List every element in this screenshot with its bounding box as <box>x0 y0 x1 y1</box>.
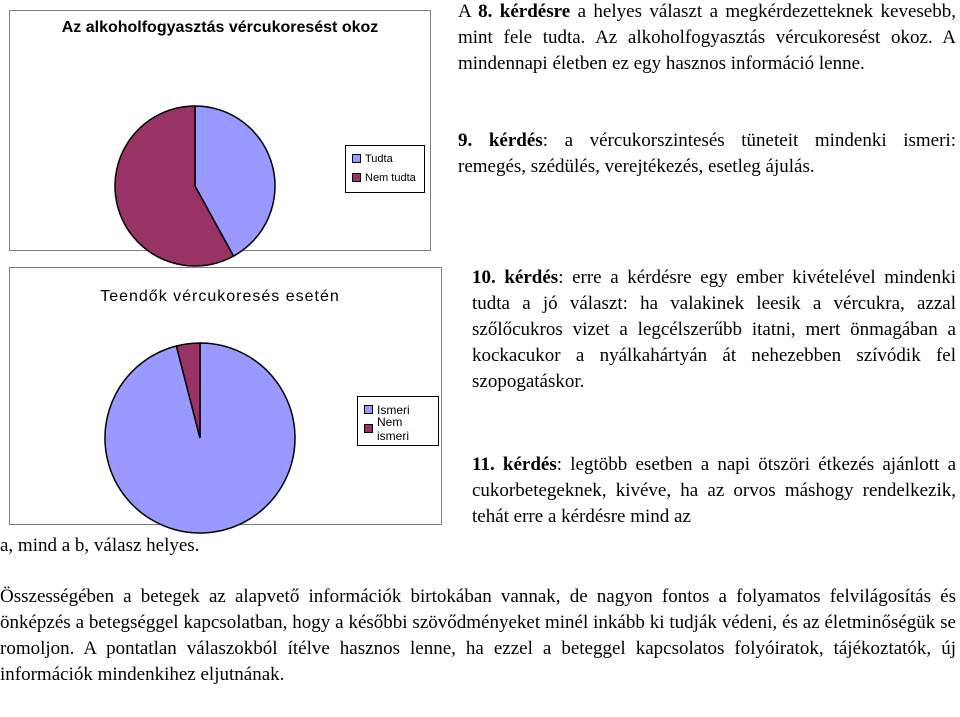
question-label: 8. kérdésre <box>478 1 571 22</box>
paragraph-q9 <box>458 128 956 180</box>
paragraph-q10 <box>472 265 956 395</box>
legend-swatch <box>364 424 373 433</box>
legend-item <box>352 168 418 187</box>
chart-title: Teendők vércukoresés esetén <box>100 288 340 305</box>
question-label: 9. kérdés <box>458 130 543 151</box>
pie-chart <box>105 343 295 533</box>
chart-title: Az alkoholfogyasztás vércukoresést okoz <box>61 19 379 36</box>
chart-hypoglycemia-actions <box>9 267 442 525</box>
legend-item <box>364 414 432 443</box>
question-label: 11. kérdés <box>472 454 557 475</box>
legend-item <box>352 149 418 168</box>
text-fragment: a, mind a b, válasz helyes. <box>0 535 200 556</box>
text: : legtöbb esetben a napi ötszöri étkezés ajánlott a cukorbetegeknek, kivéve, ha az orvos máshogy rendelkezik, tehát erre a kérdésre mind az <box>472 454 957 527</box>
legend-label: Nem ismeri <box>377 414 409 443</box>
text: A <box>458 1 479 22</box>
chart-legend <box>357 396 439 446</box>
paragraph-summary: Összességében a betegek az alapvető információk birtokában vannak, de nagyon fontos a folyamatos felvilágosítás és önképzés a betegséggel kapcsolatban, hogy a későbbi szövődményeket minél inkább ki tudják védeni, és az életminőségük se romoljon. A pontatlan válaszokból ítélve hasznos lenne, ha ezzel a beteggel kapcsolatos folyóiratok, tájékoztatók, új információk mindenkihez eljutnának. <box>0 586 956 685</box>
question-label: 10. kérdés <box>472 267 559 288</box>
chart-legend <box>345 145 425 193</box>
legend-label: Ismeri <box>377 402 410 417</box>
pie-chart <box>115 106 275 266</box>
paragraph-q8 <box>458 0 956 77</box>
legend-swatch <box>352 154 361 163</box>
legend-label: Nem tudta <box>365 171 416 184</box>
legend-swatch <box>352 173 361 182</box>
chart-alcohol <box>9 10 431 251</box>
legend-swatch <box>364 405 373 414</box>
paragraph-q11 <box>472 452 956 530</box>
text: : a vércukorszintesés tüneteit mindenki ismeri: remegés, szédülés, verejtékezés, esetleg ájulás. <box>458 130 957 177</box>
text: a helyes választ a megkérdezetteknek kevesebb, mint fele tudta. Az alkoholfogyasztás vércukoresést okoz. A mindennapi életben ez egy hasznos információ lenne. <box>458 1 956 74</box>
text: : erre a kérdésre egy ember kivételével mindenki tudta a jó választ: ha valakinek leesik a vércukra, azzal szőlőcukros vizet a legcélszerűbb itatni, mert önmagában a kockacukor a nyálkahártyán át nehezebben szívódik fel szopogatáskor. <box>472 267 957 392</box>
legend-label: Tudta <box>365 152 393 165</box>
